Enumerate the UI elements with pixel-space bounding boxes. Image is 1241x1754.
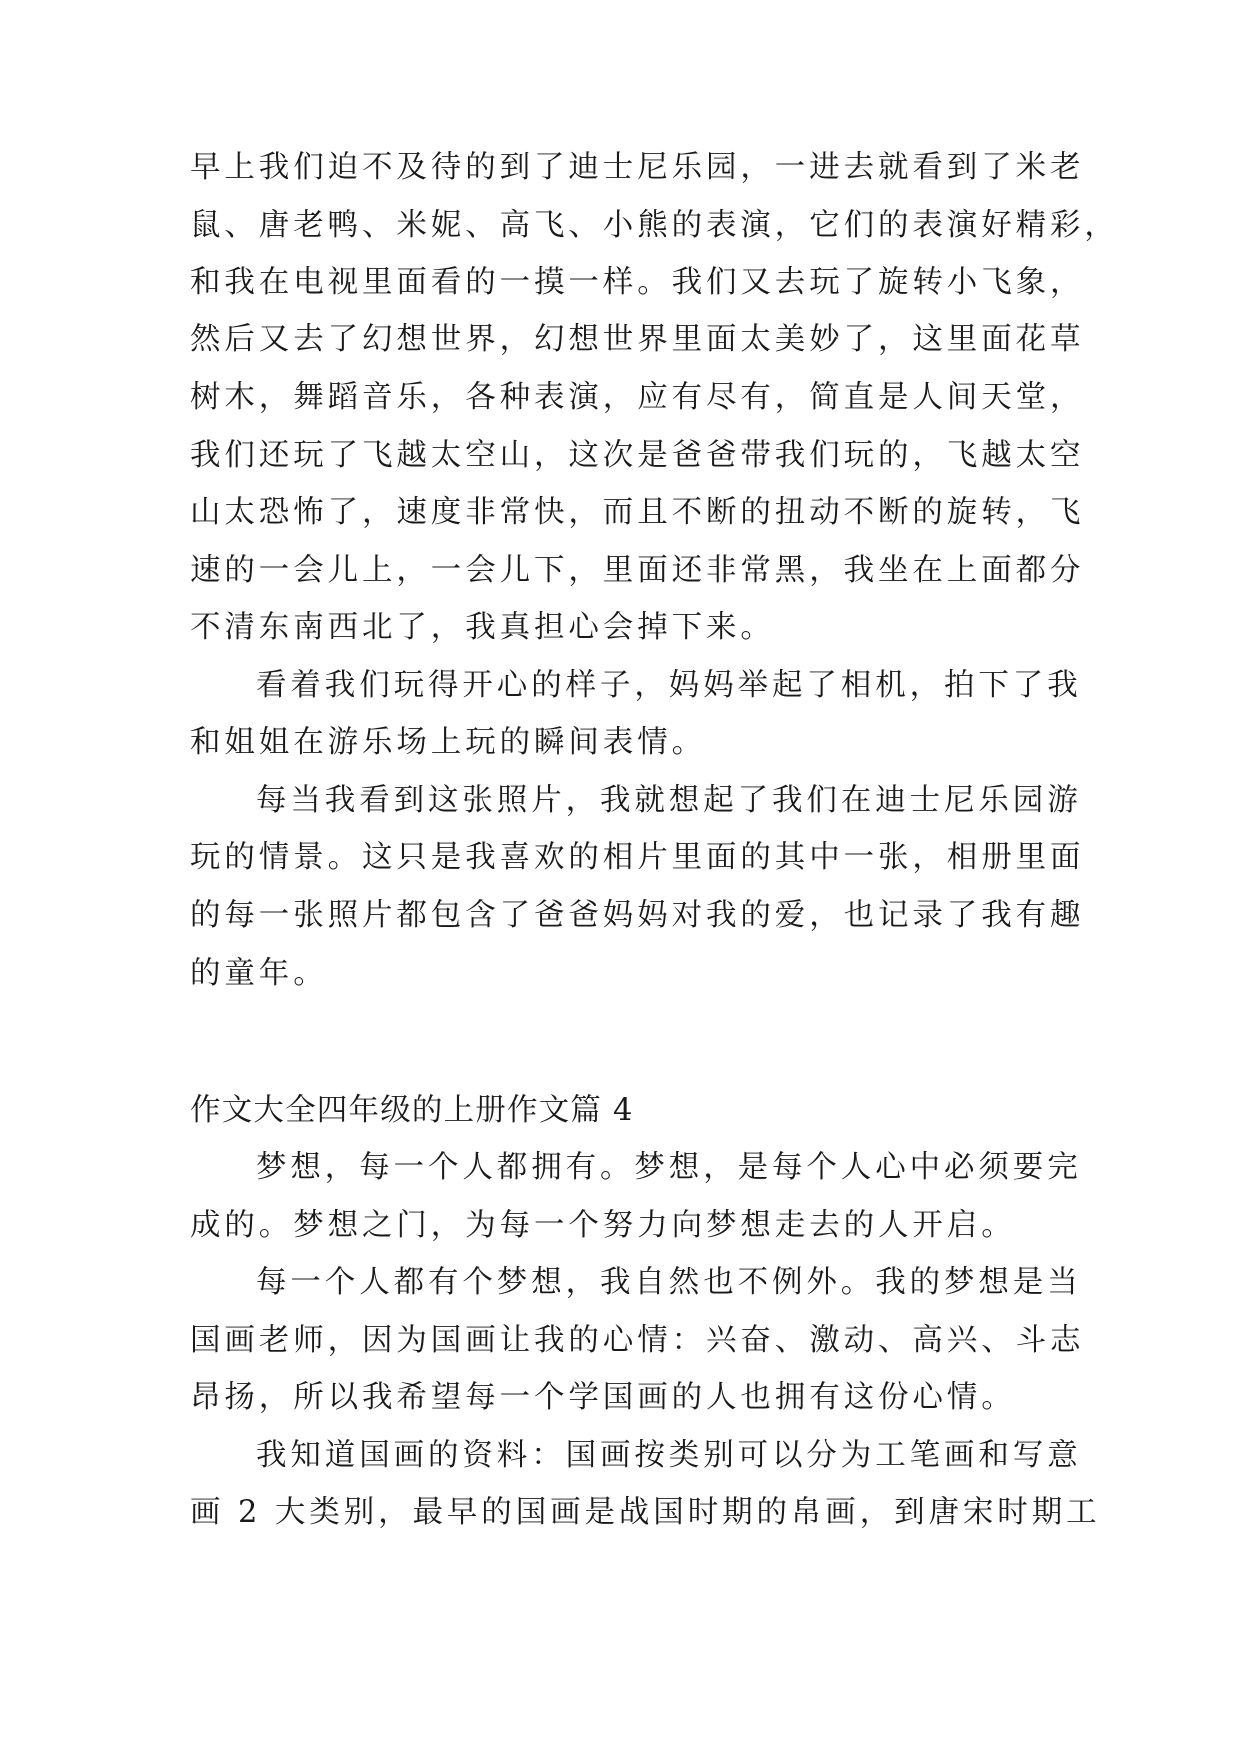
- text-line: 玩的情景。这只是我喜欢的相片里面的其中一张，相册里面: [190, 840, 1085, 875]
- text-line: 鼠、唐老鸭、米妮、高飞、小熊的表演，它们的表演好精彩，: [190, 208, 1119, 243]
- text-line: 的每一张照片都包含了爸爸妈妈对我的爱，也记录了我有趣: [190, 898, 1085, 933]
- text-line: 我们还玩了飞越太空山，这次是爸爸带我们玩的，飞越太空: [190, 438, 1085, 473]
- text-line: 的童年。: [190, 956, 328, 991]
- text-line: 成的。梦想之门，为每一个努力向梦想走去的人开启。: [190, 1208, 1016, 1243]
- text-line: 昂扬，所以我希望每一个学国画的人也拥有这份心情。: [190, 1380, 1016, 1415]
- text-line: 树木，舞蹈音乐，各种表演，应有尽有，简直是人间天堂，: [190, 380, 1085, 415]
- text-line: 我知道国画的资料：国画按类别可以分为工笔画和写意: [256, 1438, 1082, 1473]
- text-line: 看着我们玩得开心的样子，妈妈举起了相机，拍下了我: [256, 668, 1082, 703]
- text-line: 不清东南西北了，我真担心会掉下来。: [190, 610, 775, 645]
- text-line: 画 2 大类别，最早的国画是战国时期的帛画，到唐宋时期工: [190, 1495, 1101, 1530]
- text-line: 速的一会儿上，一会儿下，里面还非常黑，我坐在上面都分: [190, 553, 1085, 588]
- text-line: 和我在电视里面看的一摸一样。我们又去玩了旋转小飞象，: [190, 265, 1085, 300]
- text-line: 每一个人都有个梦想，我自然也不例外。我的梦想是当: [256, 1265, 1082, 1300]
- text-line: 山太恐怖了，速度非常快，而且不断的扭动不断的旋转，飞: [190, 495, 1085, 530]
- text-line: 早上我们迫不及待的到了迪士尼乐园，一进去就看到了米老: [190, 150, 1085, 185]
- text-line: 和姐姐在游乐场上玩的瞬间表情。: [190, 725, 706, 760]
- text-line: 每当我看到这张照片，我就想起了我们在迪士尼乐园游: [256, 783, 1082, 818]
- section-title: 作文大全四年级的上册作文篇 4: [190, 1093, 634, 1128]
- text-line: 梦想，每一个人都拥有。梦想，是每个人心中必须要完: [256, 1150, 1082, 1185]
- text-line: 国画老师，因为国画让我的心情：兴奋、激动、高兴、斗志: [190, 1323, 1085, 1358]
- text-line: 然后又去了幻想世界，幻想世界里面太美妙了，这里面花草: [190, 322, 1085, 357]
